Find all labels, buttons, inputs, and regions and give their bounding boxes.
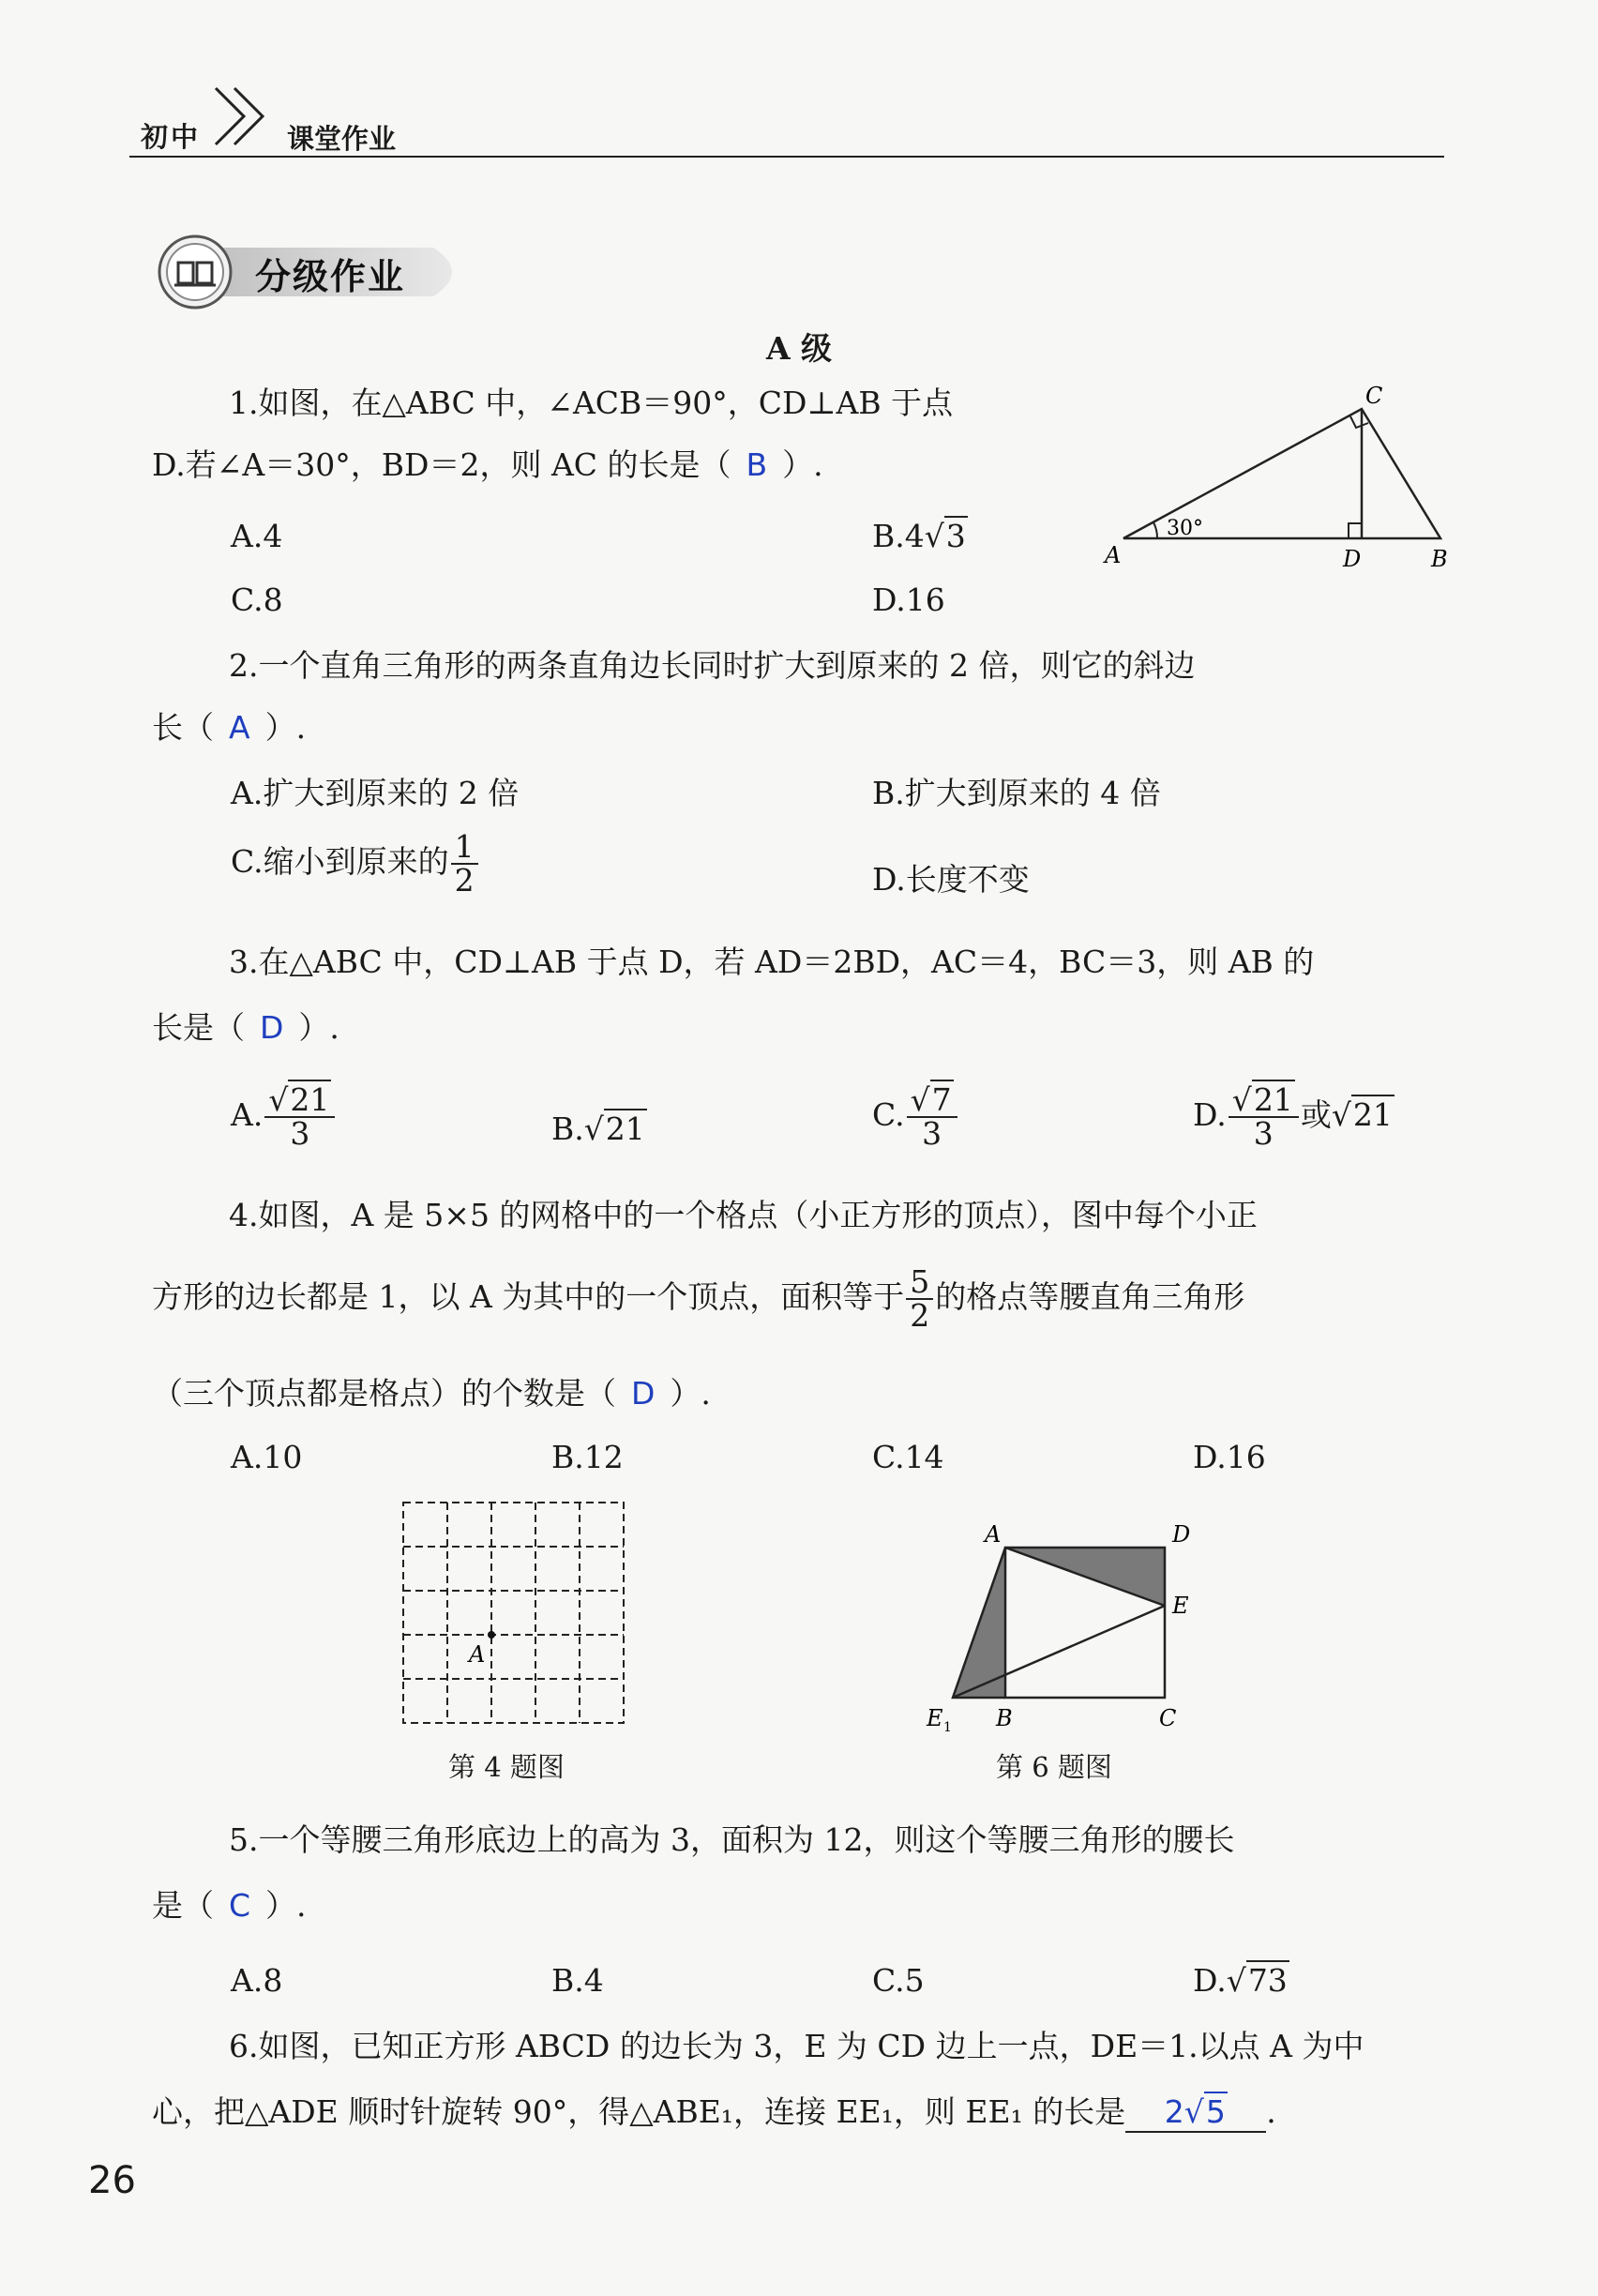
q1-line1: 1.如图，在△ABC 中，∠ACB＝90°，CD⊥AB 于点 [229, 385, 954, 421]
fig6-square [919, 1510, 1219, 1735]
q2-option-a: A.扩大到原来的 2 倍 [231, 775, 520, 811]
q2-line2: 长（ A ）. [152, 709, 307, 746]
q2-line1: 2.一个直角三角形的两条直角边长同时扩大到原来的 2 倍，则它的斜边 [229, 647, 1196, 684]
q3-option-c: C. $\frac{√7}{3}$ [872, 1084, 959, 1150]
fig4-point-a [488, 1631, 495, 1639]
q1-answer: B [746, 446, 768, 483]
q1-triangle-figure [1097, 375, 1454, 582]
fig4-grid [398, 1497, 632, 1731]
q1-option-d: D.16 [872, 582, 945, 618]
fig6-label-e1-sub: 1 [943, 1720, 952, 1735]
q3-option-a: A. $\frac{√21}{3}$ [231, 1084, 337, 1150]
fig6-label-c: C [1159, 1705, 1177, 1731]
q5-line1: 5.一个等腰三角形底边上的高为 3，面积为 12，则这个等腰三角形的腰长 [229, 1821, 1235, 1858]
q4-line1: 4.如图，A 是 5×5 的网格中的一个格点（小正方形的顶点），图中每个小正 [229, 1197, 1258, 1233]
header-level: 初中 [141, 121, 202, 153]
fig6-label-b: B [996, 1705, 1013, 1731]
q6-answer: 2 [1164, 2093, 1184, 2130]
q4-option-a: A.10 [231, 1439, 303, 1475]
q1-line2: D.若∠A＝30°，BD＝2，则 AC 的长是（ B ）. [152, 446, 823, 483]
q4-answer: D [631, 1375, 656, 1412]
q6-line2: 心，把△ADE 顺时针旋转 90°，得△ABE₁，连接 EE₁，则 EE₁ 的长是 2√5 . [152, 2093, 1276, 2133]
q3-line1: 3.在△ABC 中，CD⊥AB 于点 D，若 AD＝2BD，AC＝4，BC＝3，则 AB 的 [229, 944, 1315, 980]
page-number: 26 [88, 2159, 136, 2202]
header-divider [129, 156, 1444, 158]
q3-option-b: B.√21 [551, 1110, 645, 1147]
level-heading: A 级 [765, 330, 833, 367]
q5-option-a: A.8 [231, 1962, 283, 1999]
q3-line2: 长是（ D ）. [152, 1009, 339, 1046]
fig1-label-d: D [1343, 546, 1362, 572]
q2-option-d: D.长度不变 [872, 861, 1030, 898]
q2-answer: A [229, 709, 250, 746]
header-title: 课堂作业 [287, 123, 397, 155]
fig6-label-e1: E [927, 1705, 943, 1731]
q5-option-c: C.5 [872, 1962, 925, 1999]
q4-option-d: D.16 [1193, 1439, 1266, 1475]
fig6-label-a: A [985, 1521, 1002, 1548]
section-title: 分级作业 [255, 256, 406, 297]
fig1-label-c: C [1365, 383, 1383, 409]
q3-answer: D [260, 1009, 284, 1046]
q6-answer-blank: 2√5 [1125, 2093, 1266, 2133]
q6-line1: 6.如图，已知正方形 ABCD 的边长为 3，E 为 CD 边上一点，DE＝1.以点 A 为中 [229, 2028, 1364, 2064]
q4-line2: 方形的边长都是 1，以 A 为其中的一个顶点，面积等于 $\frac{5}{2}$ 的格点等腰直角三角形 [152, 1263, 1245, 1334]
q1-option-c: C.8 [231, 582, 283, 618]
fig4-label-a: A [469, 1641, 486, 1668]
q1-option-b: B.4√3 [872, 518, 966, 554]
q2-option-c: C.缩小到原来的 $\frac{1}{2}$ [231, 831, 480, 897]
fig1-label-a: A [1105, 542, 1122, 568]
q5-option-d: D.√73 [1193, 1962, 1288, 1999]
q4-option-c: C.14 [872, 1439, 944, 1475]
chevron-right-icon [212, 83, 278, 158]
fig6-label-d: D [1172, 1521, 1191, 1548]
q4-option-b: B.12 [551, 1439, 624, 1475]
q2-option-b: B.扩大到原来的 4 倍 [872, 775, 1161, 811]
fig1-angle: 30° [1167, 517, 1203, 540]
q1-option-a: A.4 [231, 518, 283, 554]
q5-option-b: B.4 [551, 1962, 604, 1999]
q3-option-d: D. $\frac{√21}{3}$ 或√21 [1193, 1081, 1393, 1152]
q5-line2: 是（ C ）. [152, 1887, 307, 1924]
q5-answer: C [229, 1887, 251, 1924]
fig6-label-e: E [1172, 1593, 1189, 1619]
fig4-caption: 第 4 题图 [448, 1751, 565, 1783]
fig1-label-b: B [1431, 546, 1448, 572]
fig6-caption: 第 6 题图 [996, 1751, 1112, 1783]
q4-line3: （三个顶点都是格点）的个数是（ D ）. [152, 1375, 711, 1412]
